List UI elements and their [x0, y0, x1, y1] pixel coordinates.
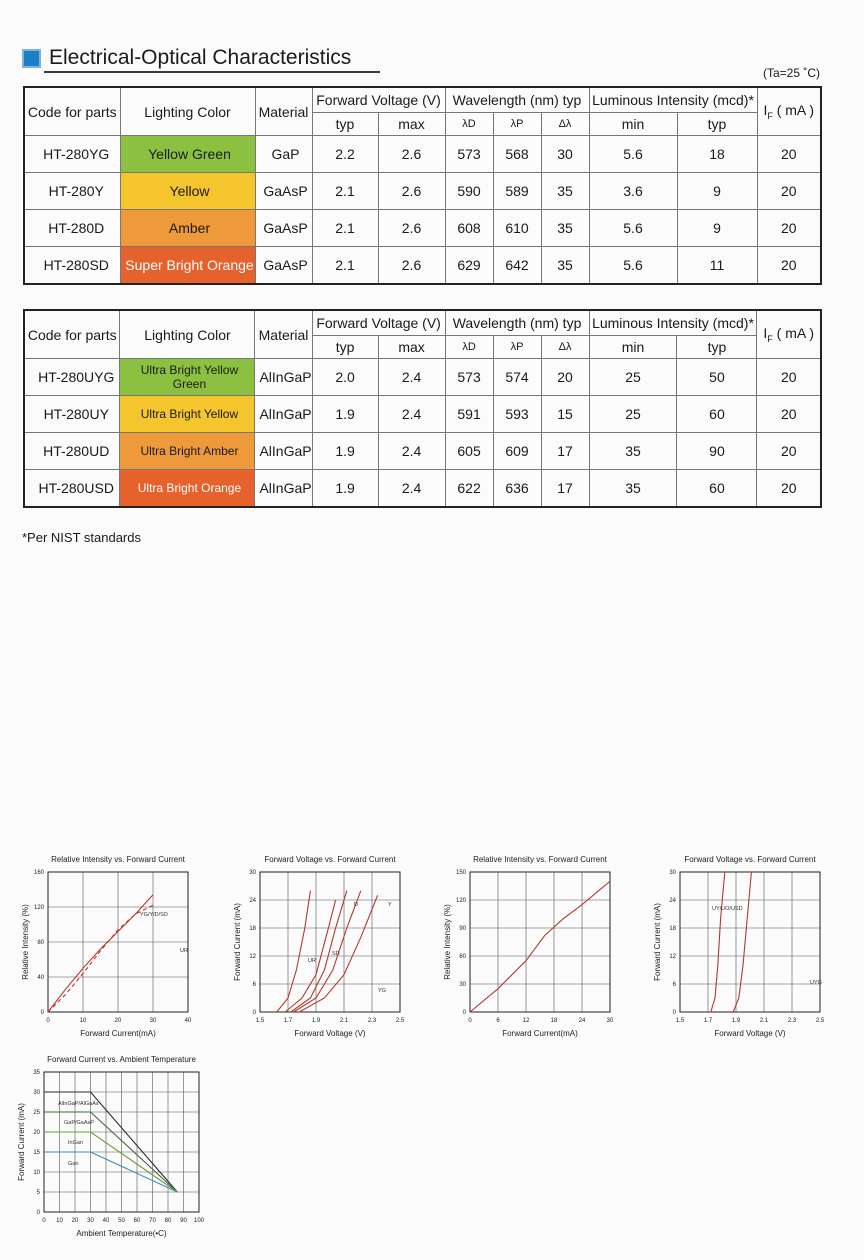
x-axis-label: Ambient Temperature(•C)	[76, 1229, 167, 1238]
iv-min: 5.6	[589, 136, 677, 173]
chart-title: Forward Voltage vs. Forward Current	[264, 855, 396, 864]
lambda-p: 642	[493, 247, 541, 285]
page-title: Electrical-Optical Characteristics	[49, 46, 352, 69]
header-ld: λD	[445, 113, 493, 136]
iv-typ: 9	[677, 210, 757, 247]
vf-max: 2.4	[378, 359, 445, 396]
curve-label: YG/Y/D/SD	[140, 912, 168, 918]
x-tick-label: 2.3	[367, 1018, 377, 1024]
x-tick-label: 12	[522, 1018, 530, 1024]
header-ityp: typ	[677, 336, 757, 359]
x-tick-label: 30	[149, 1018, 157, 1024]
y-tick-label: 25	[33, 1110, 40, 1116]
iv-typ: 60	[677, 396, 757, 433]
delta-lambda: 17	[541, 433, 589, 470]
iv-min: 3.6	[589, 173, 677, 210]
lighting-color: Ultra Bright Yellow	[120, 396, 255, 433]
series-line-alingap	[470, 881, 610, 1012]
lambda-d: 622	[445, 470, 493, 508]
header-luminous-intensity: Luminous Intensity (mcd)*	[589, 87, 757, 113]
if-unit: ( mA )	[772, 325, 815, 342]
header-vtyp: typ	[312, 336, 378, 359]
y-tick-label: 0	[462, 1010, 466, 1016]
material: GaP	[255, 136, 312, 173]
header-code: Code for parts	[24, 310, 120, 359]
if-symbol: I	[763, 325, 768, 342]
delta-lambda: 35	[541, 210, 589, 247]
lighting-color: Ultra Bright Yellow Green	[120, 359, 255, 396]
lambda-p: 574	[493, 359, 541, 396]
x-axis-label: Forward Voltage (V)	[714, 1029, 786, 1038]
x-tick-label: 1.9	[731, 1018, 741, 1024]
y-tick-label: 30	[249, 870, 256, 876]
chart-title: Relative Intensity vs. Forward Current	[473, 855, 607, 864]
part-code: HT-280SD	[24, 247, 120, 285]
part-code: HT-280USD	[24, 470, 120, 508]
if-value: 20	[757, 173, 821, 210]
blue-square-icon	[22, 49, 41, 68]
lighting-color: Super Bright Orange	[120, 247, 255, 285]
if-value: 20	[757, 396, 821, 433]
header-if	[757, 310, 821, 359]
x-tick-label: 30	[606, 1018, 614, 1024]
x-tick-label: 1.5	[675, 1018, 685, 1024]
part-code: HT-280Y	[24, 173, 120, 210]
if-value: 20	[757, 136, 821, 173]
vf-typ: 2.0	[312, 359, 378, 396]
x-tick-label: 50	[118, 1218, 125, 1224]
header-forward-voltage: Forward Voltage (V)	[312, 310, 445, 336]
chart-title: Forward Voltage vs. Forward Current	[684, 855, 816, 864]
x-tick-label: 2.5	[395, 1018, 405, 1024]
curve-label: UR	[180, 948, 188, 954]
y-tick-label: 160	[33, 870, 44, 876]
x-tick-label: 90	[180, 1218, 187, 1224]
curve-label: InGan	[68, 1140, 83, 1146]
y-tick-label: 0	[252, 1010, 256, 1016]
if-unit: ( mA )	[772, 102, 815, 119]
vf-max: 2.6	[378, 173, 445, 210]
lambda-p: 589	[493, 173, 541, 210]
x-tick-label: 2.3	[787, 1018, 797, 1024]
y-axis-label: Relative Intensity (%)	[21, 904, 30, 980]
x-tick-label: 20	[114, 1018, 122, 1024]
x-tick-label: 80	[164, 1218, 172, 1224]
table-row	[24, 247, 821, 285]
header-material: Material	[255, 310, 312, 359]
lighting-color: Yellow	[120, 173, 255, 210]
lambda-d: 590	[445, 173, 493, 210]
curve-label: UYG	[810, 980, 822, 986]
x-tick-label: 18	[550, 1018, 558, 1024]
y-tick-label: 18	[669, 926, 676, 932]
y-tick-label: 30	[33, 1090, 40, 1096]
chart-title: Relative Intensity vs. Forward Current	[51, 855, 185, 864]
header-wavelength: Wavelength (nm) typ	[445, 87, 589, 113]
x-tick-label: 24	[578, 1018, 586, 1024]
lambda-d: 605	[445, 433, 493, 470]
curve-label: Gan	[68, 1161, 79, 1167]
y-axis-label: Forward Current (mA)	[233, 903, 242, 981]
vf-max: 2.6	[378, 210, 445, 247]
spec-table-standard	[23, 86, 822, 285]
x-axis-label: Forward Voltage (V)	[294, 1029, 366, 1038]
header-min: min	[589, 113, 677, 136]
header-vmax: max	[378, 113, 445, 136]
y-tick-label: 24	[669, 898, 676, 904]
material: AlInGaP	[255, 470, 312, 508]
curve-label: Y	[388, 902, 392, 908]
series-line-yg-y-d-sd	[48, 895, 153, 1012]
x-tick-label: 6	[496, 1018, 500, 1024]
header-vmax: max	[378, 336, 445, 359]
y-tick-label: 0	[36, 1210, 40, 1216]
delta-lambda: 35	[541, 247, 589, 285]
header-code: Code for parts	[24, 87, 120, 136]
header-luminous-intensity: Luminous Intensity (mcd)*	[589, 310, 757, 336]
vf-typ: 1.9	[312, 396, 378, 433]
delta-lambda: 15	[541, 396, 589, 433]
x-tick-label: 2.5	[815, 1018, 825, 1024]
part-code: HT-280UD	[24, 433, 120, 470]
series-line-uy-uo-usd	[711, 872, 725, 1012]
iv-min: 25	[589, 359, 677, 396]
if-value: 20	[757, 470, 821, 508]
x-tick-label: 0	[46, 1018, 50, 1024]
header-color: Lighting Color	[120, 87, 255, 136]
lambda-d: 591	[445, 396, 493, 433]
vf-typ: 2.1	[312, 210, 378, 247]
lambda-d: 629	[445, 247, 493, 285]
part-code: HT-280UY	[24, 396, 120, 433]
x-tick-label: 100	[193, 1218, 205, 1224]
curve-label: YG	[378, 988, 386, 994]
iv-typ: 18	[677, 136, 757, 173]
y-tick-label: 40	[37, 975, 44, 981]
series-line-ur	[48, 905, 153, 1012]
header-forward-voltage: Forward Voltage (V)	[312, 87, 445, 113]
header-dl: Δλ	[541, 113, 589, 136]
vf-max: 2.6	[378, 136, 445, 173]
x-tick-label: 20	[71, 1218, 79, 1224]
iv-typ: 11	[677, 247, 757, 285]
header-wavelength: Wavelength (nm) typ	[445, 310, 589, 336]
material: GaAsP	[255, 247, 312, 285]
vf-max: 2.4	[378, 396, 445, 433]
delta-lambda: 30	[541, 136, 589, 173]
if-value: 20	[757, 210, 821, 247]
y-tick-label: 5	[36, 1190, 40, 1196]
iv-typ: 60	[677, 470, 757, 508]
material: AlInGaP	[255, 396, 312, 433]
iv-typ: 90	[677, 433, 757, 470]
y-tick-label: 90	[459, 926, 466, 932]
chart-relative-intensity-standard	[14, 852, 204, 1042]
header-ityp: typ	[677, 113, 757, 136]
iv-typ: 9	[677, 173, 757, 210]
x-tick-label: 2.1	[759, 1018, 769, 1024]
section-header	[22, 46, 351, 70]
header-material: Material	[255, 87, 312, 136]
spec-table-ultra-bright	[23, 309, 822, 508]
table-row	[24, 136, 821, 173]
table-row	[24, 470, 821, 508]
chart-relative-intensity-ultra	[436, 852, 626, 1042]
series-line-ur	[277, 891, 311, 1012]
y-tick-label: 12	[669, 954, 676, 960]
x-tick-label: 0	[468, 1018, 472, 1024]
iv-typ: 50	[677, 359, 757, 396]
vf-typ: 2.1	[312, 247, 378, 285]
header-min: min	[589, 336, 677, 359]
y-tick-label: 0	[672, 1010, 676, 1016]
x-tick-label: 1.7	[283, 1018, 293, 1024]
header-vtyp: typ	[312, 113, 378, 136]
table-row	[24, 173, 821, 210]
if-value: 20	[757, 433, 821, 470]
lambda-p: 636	[493, 470, 541, 508]
table-row	[24, 210, 821, 247]
x-tick-label: 0	[42, 1218, 46, 1224]
x-tick-label: 2.1	[339, 1018, 349, 1024]
delta-lambda: 20	[541, 359, 589, 396]
y-axis-label: Relative Intensity (%)	[443, 904, 452, 980]
table-row	[24, 396, 821, 433]
lambda-d: 608	[445, 210, 493, 247]
x-tick-label: 1.5	[255, 1018, 265, 1024]
lighting-color: Amber	[120, 210, 255, 247]
y-tick-label: 12	[249, 954, 256, 960]
iv-min: 25	[589, 396, 677, 433]
lambda-p: 593	[493, 396, 541, 433]
y-tick-label: 10	[33, 1170, 40, 1176]
x-tick-label: 10	[56, 1218, 63, 1224]
y-tick-label: 30	[459, 982, 466, 988]
vf-typ: 2.1	[312, 173, 378, 210]
header-lp: λP	[493, 336, 541, 359]
if-subscript: F	[767, 110, 773, 121]
y-tick-label: 18	[249, 926, 256, 932]
lambda-p: 610	[493, 210, 541, 247]
delta-lambda: 35	[541, 173, 589, 210]
footnote: *Per NIST standards	[22, 530, 141, 545]
material: GaAsP	[255, 210, 312, 247]
header-dl: Δλ	[541, 336, 589, 359]
lambda-p: 568	[493, 136, 541, 173]
part-code: HT-280D	[24, 210, 120, 247]
lighting-color: Yellow Green	[120, 136, 255, 173]
chart-forward-voltage-ultra	[646, 852, 836, 1042]
header-color: Lighting Color	[120, 310, 255, 359]
part-code: HT-280UYG	[24, 359, 120, 396]
vf-max: 2.6	[378, 247, 445, 285]
if-value: 20	[757, 359, 821, 396]
chart-title: Forward Current vs. Ambient Temperature	[47, 1055, 196, 1064]
iv-min: 35	[589, 433, 677, 470]
x-tick-label: 40	[102, 1218, 110, 1224]
y-axis-label: Forward Current (mA)	[653, 903, 662, 981]
lighting-color: Ultra Bright Orange	[120, 470, 255, 508]
series-line-y	[294, 891, 361, 1012]
curve-label: UR	[308, 958, 316, 964]
x-tick-label: 70	[149, 1218, 156, 1224]
material: AlInGaP	[255, 359, 312, 396]
x-tick-label: 60	[133, 1218, 141, 1224]
material: GaAsP	[255, 173, 312, 210]
x-axis-label: Forward Current(mA)	[502, 1029, 578, 1038]
curve-label: SD	[332, 951, 340, 957]
chart-forward-voltage-standard	[226, 852, 416, 1042]
vf-typ: 1.9	[312, 470, 378, 508]
vf-max: 2.4	[378, 433, 445, 470]
iv-min: 35	[589, 470, 677, 508]
part-code: HT-280YG	[24, 136, 120, 173]
vf-typ: 2.2	[312, 136, 378, 173]
x-axis-label: Forward Current(mA)	[80, 1029, 156, 1038]
y-tick-label: 150	[455, 870, 466, 876]
iv-min: 5.6	[589, 210, 677, 247]
y-tick-label: 30	[669, 870, 676, 876]
y-tick-label: 6	[252, 982, 256, 988]
y-tick-label: 120	[455, 898, 466, 904]
y-tick-label: 20	[33, 1130, 40, 1136]
y-tick-label: 60	[459, 954, 466, 960]
lighting-color: Ultra Bright Amber	[120, 433, 255, 470]
y-tick-label: 15	[33, 1150, 40, 1156]
table-row	[24, 433, 821, 470]
x-tick-label: 40	[184, 1018, 192, 1024]
curve-label: UY/UO/USD	[712, 906, 743, 912]
vf-max: 2.4	[378, 470, 445, 508]
curve-label: D	[354, 902, 358, 908]
title-underline	[44, 71, 380, 73]
header-lp: λP	[493, 113, 541, 136]
chart-current-vs-temperature	[14, 1052, 214, 1247]
if-subscript: F	[767, 333, 773, 344]
curve-label: GaP/GaAsP	[64, 1120, 94, 1126]
material: AlInGaP	[255, 433, 312, 470]
if-symbol: I	[763, 102, 768, 119]
if-value: 20	[757, 247, 821, 285]
delta-lambda: 17	[541, 470, 589, 508]
table-row	[24, 359, 821, 396]
y-tick-label: 35	[33, 1070, 40, 1076]
y-tick-label: 120	[33, 905, 44, 911]
x-tick-label: 1.9	[311, 1018, 321, 1024]
y-tick-label: 24	[249, 898, 256, 904]
series-line-alingap-algaas	[44, 1092, 177, 1192]
header-ld: λD	[445, 336, 493, 359]
header-if	[757, 87, 821, 136]
lambda-d: 573	[445, 359, 493, 396]
vf-typ: 1.9	[312, 433, 378, 470]
y-tick-label: 6	[672, 982, 676, 988]
curve-label: AlInGaP/AlGaAs	[58, 1101, 99, 1107]
y-tick-label: 0	[40, 1010, 44, 1016]
x-tick-label: 10	[79, 1018, 87, 1024]
y-axis-label: Forward Current (mA)	[17, 1103, 26, 1181]
ambient-temperature-note: (Ta=25 ˚C)	[762, 66, 820, 80]
iv-min: 5.6	[589, 247, 677, 285]
x-tick-label: 30	[87, 1218, 94, 1224]
x-tick-label: 1.7	[703, 1018, 713, 1024]
lambda-p: 609	[493, 433, 541, 470]
lambda-d: 573	[445, 136, 493, 173]
y-tick-label: 80	[37, 940, 44, 946]
